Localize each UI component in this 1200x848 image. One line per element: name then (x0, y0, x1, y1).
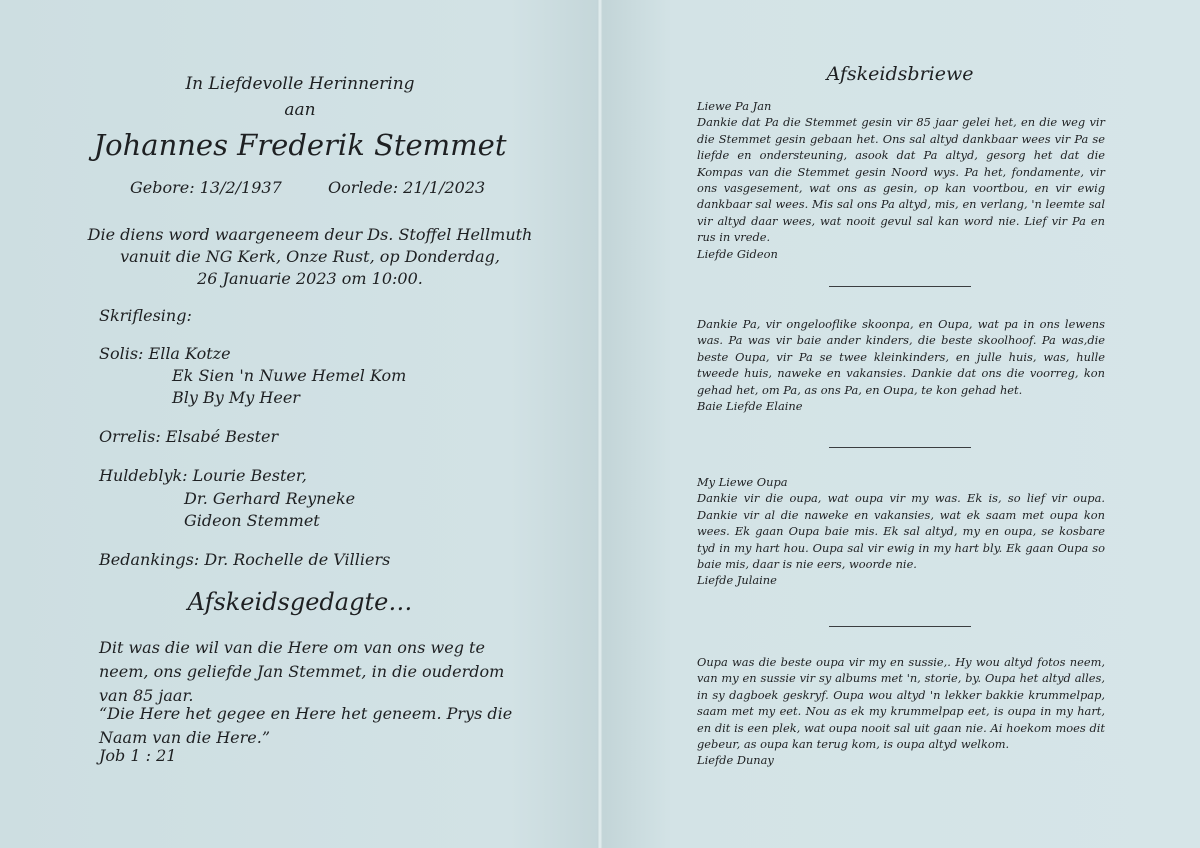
letter-signature: Liefde Dunay (697, 753, 774, 768)
letter-body: Dankie Pa, vir ongelooflike skoonpa, en Oupa, wat pa in ons lewens was. Pa was vir baie ander kinders, die beste skoolhoof. Pa was,die beste Oupa, vir Pa se twee kleinkinders, en julle huis, was, hulle tweede huis, naweke en vakansies. Dankie dat ons die voorreg, kon gehad het, om Pa, as ons Pa, en Oupa, te kon gehad het. (697, 317, 1105, 397)
birth-date: Gebore: 13/2/1937 (130, 178, 282, 197)
huldeblyk-label: Huldeblyk: Lourie Bester, (99, 466, 307, 485)
memorial-heading: In Liefdevolle Herinnering (185, 74, 415, 94)
divider (829, 626, 971, 627)
solis-song: Ek Sien 'n Nuwe Hemel Kom (172, 366, 407, 385)
skriflesing-label: Skriflesing: (99, 306, 192, 325)
orrelis-label: Orrelis: Elsabé Bester (99, 427, 279, 446)
letter-elaine (697, 316, 1105, 414)
letter-body: Dankie vir die oupa, wat oupa vir my was. Ek is, so lief vir oupa. Dankie vir al die naweke en vakansies, wat ek saam met oupa kon wees. Ek gaan Oupa baie mis. Ek sal altyd, my en oupa, se kosbare tyd in my hart hou. Oupa sal vir ewig in my hart bly. Ek gaan Oupa so baie mis, daar is nie eers, woorde nie. (697, 491, 1105, 572)
solis-label: Solis: Ella Kotze (99, 344, 231, 363)
divider (829, 447, 971, 448)
page-fold (597, 0, 603, 848)
scripture-reference: Job 1 : 21 (99, 746, 177, 765)
scripture-quote: “Die Here het gegee en Here het geneem. Prys die Naam van die Here.” (99, 704, 513, 747)
letter-body: Oupa was die beste oupa vir my en sussie,. Hy wou altyd fotos neem, van my en sussie vir sy albums met 'n, storie, by. Oupa het altyd alles, in sy dagboek geskryf. Oupa wou altyd 'n lekker bakkie krummelpap, saam met my eet. Nou as ek my krummelpap eet, is oupa in my hart, en dit is een plek, wat oupa nooit sal uit gaan nie. Ai hoekom moes dit gebeur, as oupa kan terug kom, is oupa altyd welkom. (697, 655, 1105, 752)
deceased-name: Johannes Frederik Stemmet (93, 128, 507, 162)
letter-dunay (697, 654, 1105, 769)
service-details (60, 224, 560, 290)
letter-salutation: Liewe Pa Jan (697, 99, 772, 113)
huldeblyk-name: Gideon Stemmet (184, 511, 320, 530)
letter-body: Dankie dat Pa die Stemmet gesin vir 85 jaar gelei het, en die weg vir die Stemmet gesin gebaan het. Ons sal altyd dankbaar wees vir Pa se liefde en ondersteuning, asook dat Pa altyd, gesorg het dat die Kompas van die Stemmet gesin Noord wys. Pa het, fondamente, vir ons vasgesement, wat ons as gesin, op kan voortbou, en vir ewig dankbaar sal wees. Mis sal ons Pa altyd, mis, en verlang, 'n leemte sal vir altyd daar wees, wat nooit gevul sal kan word nie. Lief vir Pa en rus in vrede. (697, 115, 1105, 245)
letter-julaine (697, 474, 1105, 589)
service-line: vanuit die NG Kerk, Onze Rust, op Donderdag, (120, 247, 500, 266)
letter-signature: Liefde Julaine (697, 573, 777, 588)
death-date: Oorlede: 21/1/2023 (328, 178, 486, 197)
bedankings-label: Bedankings: Dr. Rochelle de Villiers (99, 550, 391, 569)
letter-salutation: My Liewe Oupa (697, 475, 788, 489)
letters-title: Afskeidsbriewe (826, 63, 974, 85)
service-line: 26 Januarie 2023 om 10:00. (197, 269, 423, 288)
memorial-aan: aan (284, 100, 316, 120)
huldeblyk-name: Dr. Gerhard Reyneke (184, 489, 356, 508)
letter-signature: Liefde Gideon (697, 246, 778, 261)
letter-gideon (697, 98, 1105, 262)
service-line: Die diens word waargeneem deur Ds. Stoffel Hellmuth (87, 225, 533, 244)
solis-song: Bly By My Heer (172, 388, 300, 407)
afskeid-text: Dit was die wil van die Here om van ons weg te neem, ons geliefde Jan Stemmet, in die ouderdom van 85 jaar. (99, 638, 505, 705)
divider (829, 286, 971, 287)
afskeid-title: Afskeidsgedagte… (187, 588, 413, 616)
letter-signature: Baie Liefde Elaine (697, 399, 803, 414)
